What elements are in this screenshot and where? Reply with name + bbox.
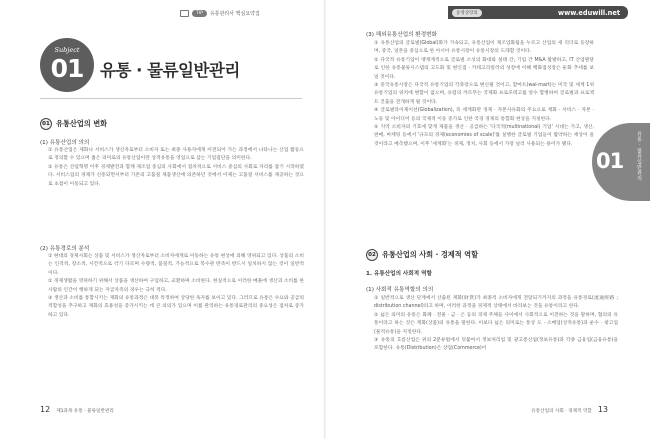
section-number-badge: 02 [366, 249, 378, 261]
left-folio [40, 405, 114, 414]
section-title: 유통산업의 사회 · 경제적 역할 [382, 250, 479, 259]
book-icon [180, 10, 189, 17]
subsection-heading: (1) 사회적 유통역할의 의의 [366, 287, 434, 293]
chapter-title: 유통 · 물류일반관리 [100, 61, 240, 80]
section-title: 유통산업의 변화 [56, 119, 108, 128]
subsection-heading: (3) 해외유통산업의 환경변화 [366, 32, 437, 38]
side-tab-number: 01 [596, 149, 624, 173]
page-number: 12 [40, 405, 51, 414]
url-banner [448, 6, 628, 19]
right-page [326, 0, 650, 439]
left-running-header [180, 10, 260, 17]
subject-label: Subject [54, 46, 80, 54]
video-lecture-badge: 동영상강의 [452, 9, 482, 17]
series-title: 유통관리사 핵심요약집 [209, 11, 260, 17]
page-number: 13 [597, 405, 608, 414]
folio-text: 유통산업의 사회 · 경제적 역할 [531, 409, 592, 414]
body-paragraph: ① 유통산업의 글로벌(Global)화가 가속되고, 유통산업이 제조업화됨을 누르고 산업의 새 리더로 등장하며, 중국, 일본을 중심으로 한 아시아 유통시장이 유통시장의 도래할 것이다. ② 다국적 유통기업이 맹재계적으로 글로벌 소싱의 화대와 설태 간, 기업 간 M&A 활발하고, IT 산업발달로 인한 유통물류시스템의 고도화 및 현인점 · 카테고리킬러의 성장에 이해 백화점성장은 둔화 추세를 보일 것이다. ③ 중국유통시장은 다국적 유통기업의 각축장으로 변신될 것이고, 할마트(wal-mart)는 미국 및 세계 1위 유통기업의 위치에 변함이 없으며, 유럽의 까르푸는 국제화 프로모테고를 앞수 합병하여 글로벌과 프로젝트 진출을 전개하게 될 것이다. ④ 글로벌라이제이션(Globalization), 즉 세계화란 경제 · 자본사유화의 주요으로 재화 · 서비스 · 자본 · 노동 및 아이디어 등의 국제적 이동 증가로 인한 국경 경제의 통합화 현상을 지칭한다. ⑤ 지역 소비자의 기호에 맞게 제품을 생산 · 공급하는 '다국적(multinational) 기업' 시대는 가고, 생산, 판매, 마케팅 등에서 '규모의 경제(economies of scale)'를 실행한 글로벌 기업들이 활약하는 세상이 올 것이라고 예측했으며, 이후 '세계화'는 경제, 정치, 사회 등에서 가장 널리 사용되는 용어가 됐다. [374, 41, 594, 147]
body-paragraph: ① 유통산업은 제화나 서비스가 생산자로부터 소비자 또는 최종 사용자에게 이전되어 가는 과정에서 나타나는 산업 활동으로 정의할 수 있으며 좁은 의미로의 유통산업이란 상적유통을 영업으로 삼는 기업집단을 의미한다. ② 유통은 산업혁명 이후 경제발전과 함께 제조업 중심의 사회에서 점차적으로 서비스 중심의 사회로 자리를 잡기 시작하였다. 서비스업의 경제가 신흥되면서부터 기존의 고품질 제품생산에 의존하던 것에서 이제는 고품질 서비스를 제공하는 것으로 초점이 이동되고 있다. [48, 148, 304, 187]
title-divider [40, 98, 302, 99]
section-heading-01 [40, 118, 107, 130]
subject-number: 01 [50, 54, 84, 83]
right-folio [531, 405, 608, 414]
subsection-heading: (1) 유통산업의 의의 [40, 140, 90, 146]
subsection-heading: 1. 유통산업의 사회적 역할 [366, 271, 432, 277]
subsection-heading: (2) 유통경로의 분석 [40, 246, 90, 252]
body-paragraph: ① 일반적으로 생산 단계에서 산출된 재화(財貨)가 최종적 소비자에게 전달되기까지의 과정을 유통경로(流通經路 ; distribution channel)라고 하며, 이러한 과정을 경제적 상태에서 바라보는 것을 유통이라고 한다. ② 넓은 의미의 유통은 화폐 · 전물 · 금 · 은 등의 경제 주체들 사이에서 사회적으로 이전하는 것을 말하며, 협의의 유통이라고 하는 것은 재화(상품)의 유통을 말한다. 이보다 넓은 의미로는 통상 도 · 소매업(상적유통)과 운수 · 창고업(물적유통)을 지칭한다. ③ 유통의 흐름산업은 위의 2분류법에서 덧붙여서 정보처리업 및 광고통신업(정보유통)과 각종 금융업(금융유통)을 포함한다. 유통(Distribution)은 상업(Commerce)이 [374, 296, 618, 352]
tip-pill: TIP [192, 10, 207, 17]
website-url: www.eduwill.net [558, 8, 620, 17]
subject-bubble [40, 38, 94, 92]
folio-text: 제1과목 유통 · 물류일반관리 [56, 409, 114, 414]
section-heading-02 [366, 249, 478, 261]
section-number-badge: 01 [40, 118, 52, 130]
left-page [0, 0, 324, 439]
body-paragraph: ① 현대의 경제사회는 상품 및 서비스가 생산자로부터 소비자에게로 이동하는 유통 현상에 의해 영위되고 있다. 상품의 소비는 인격적, 장소적, 시간적으로 각기 다르며 수량적, 품질적, 가능적으로 복수관 반족이 반드시 일치하지 않는 것이 일반적이다. ② 경제생활을 영위하기 위해서 상품을 생산하여 구입하고, 교환하며 소비한다. 현실적으로 이러한 매몰에 생산과 소비를 한 사람의 인간이 행하게 되는 자급자족의 경우는 극히 적다. ③ 생산과 소비를 통합시키는 재화의 유통과정은 대폭 특정하여 상당한 독자를 보이고 있다. 그러므로 유통은 수요와 공급의 적합성을 추구하고 재화의 효용성을 증가시키는 데 큰 의의가 있으며 이를 관리하는 유통경로관리의 중요성은 점차로 증가하고 있다. [48, 254, 304, 318]
side-tab-text: 유통 · 물류일반관리 [636, 131, 642, 182]
